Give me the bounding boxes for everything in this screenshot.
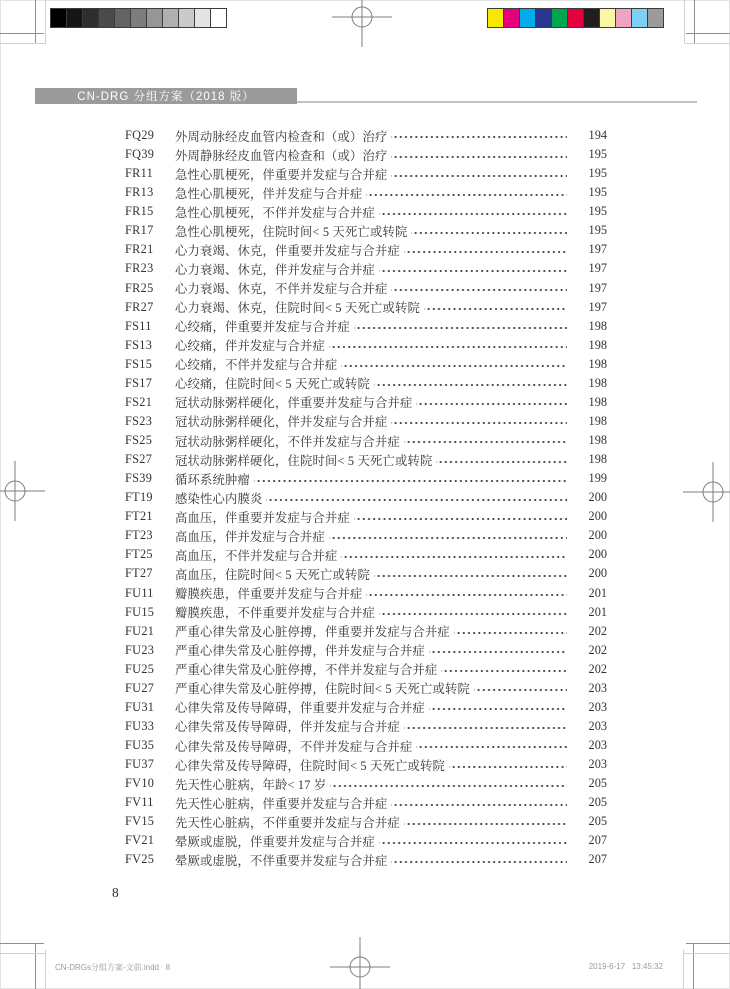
toc-entry [125, 298, 607, 317]
toc-entry-code: FT19 [125, 490, 153, 505]
grayscale-swatch [114, 8, 131, 28]
toc-entry-code: FU33 [125, 718, 155, 733]
toc-entry-title: 心力衰竭、休克，住院时间< 5 天死亡或转院 [175, 301, 420, 316]
toc-entry-code: FT23 [125, 528, 153, 543]
toc-entry-title: 心绞痛，伴重要并发症与合并症 [175, 320, 350, 335]
toc-entry-title: 心绞痛，伴并发症与合并症 [175, 339, 325, 354]
toc-entry-code: FT21 [125, 509, 153, 524]
toc-entry-code: FV21 [125, 833, 155, 848]
toc-entry-page: 202 [588, 661, 607, 676]
toc-entry-page: 203 [588, 738, 607, 753]
toc-entry-code: FS15 [125, 356, 153, 371]
toc-entry-page: 198 [588, 452, 607, 467]
toc-entry-page: 207 [588, 833, 607, 848]
dot-leader [391, 164, 567, 183]
toc-entry-page: 201 [588, 604, 607, 619]
toc-entry-title: 高血压，住院时间< 5 天死亡或转院 [175, 567, 370, 582]
slug-filename: CN-DRGs分组方案-文前.indd 8 [55, 963, 171, 972]
dot-leader [424, 298, 567, 317]
toc-entry [125, 698, 607, 717]
crop-mark [683, 950, 684, 989]
color-swatch [503, 8, 520, 28]
dot-leader [354, 317, 567, 336]
toc-entry-title: 心力衰竭、休克，不伴并发症与合并症 [175, 282, 388, 297]
toc-entry-code: FS21 [125, 394, 153, 409]
toc-entry-title: 严重心律失常及心脏停搏，不伴并发症与合并症 [175, 663, 438, 678]
dot-leader [404, 240, 567, 259]
toc-entry [125, 488, 607, 507]
toc-entry-page: 197 [588, 299, 607, 314]
crop-mark [683, 953, 730, 954]
grayscale-swatch [194, 8, 211, 28]
toc-entry [125, 240, 607, 259]
toc-entry-code: FU35 [125, 738, 155, 753]
color-swatch [583, 8, 600, 28]
dot-leader [391, 850, 567, 869]
grayscale-swatch [98, 8, 115, 28]
dot-leader [329, 336, 567, 355]
registration-mark-icon [332, 0, 392, 47]
crop-mark [45, 0, 46, 43]
toc-entry-title: 瓣膜疾患，伴重要并发症与合并症 [175, 587, 363, 602]
toc-entry-page: 198 [588, 394, 607, 409]
crop-mark [686, 943, 730, 944]
toc-entry [125, 717, 607, 736]
grayscale-swatch [130, 8, 147, 28]
toc-entry-code: FS39 [125, 471, 153, 486]
toc-entry-title: 急性心肌梗死，不伴并发症与合并症 [175, 205, 375, 220]
toc-entry-code: FU31 [125, 699, 155, 714]
toc-entry-code: FS13 [125, 337, 153, 352]
toc-entry-title: 心绞痛，不伴并发症与合并症 [175, 358, 338, 373]
dot-leader [379, 603, 567, 622]
toc-entry [125, 526, 607, 545]
dot-leader [404, 717, 567, 736]
toc-entry-title: 晕厥或虚脱，伴重要并发症与合并症 [175, 834, 375, 849]
toc-entry-page: 195 [588, 166, 607, 181]
dot-leader [330, 774, 567, 793]
toc-entry [125, 126, 607, 145]
toc-entry-page: 203 [588, 757, 607, 772]
dot-leader [366, 584, 567, 603]
toc-entry-code: FU27 [125, 680, 155, 695]
registration-mark-icon [683, 462, 730, 522]
toc-entry-title: 先天性心脏病，伴重要并发症与合并症 [175, 796, 388, 811]
toc-entry-title: 感染性心内膜炎 [175, 491, 263, 506]
toc-entry-title: 循环系统肿瘤 [175, 472, 250, 487]
toc-entry-title: 急性心肌梗死，伴重要并发症与合并症 [175, 167, 388, 182]
dot-leader [391, 126, 567, 145]
toc-entry-title: 晕厥或虚脱，不伴重要并发症与合并症 [175, 853, 388, 868]
toc-entry-title: 心律失常及传导障碍，住院时间< 5 天死亡或转院 [175, 758, 445, 773]
crop-mark [35, 0, 36, 44]
toc-entry [125, 507, 607, 526]
toc-entry-title: 心律失常及传导障碍，伴重要并发症与合并症 [175, 701, 425, 716]
toc-entry-code: FR21 [125, 242, 154, 257]
toc-entry [125, 393, 607, 412]
toc-entry-title: 冠状动脉粥样硬化，伴重要并发症与合并症 [175, 396, 413, 411]
dot-leader [441, 660, 567, 679]
toc-entry [125, 145, 607, 164]
dot-leader [429, 698, 567, 717]
toc-entry-code: FR23 [125, 261, 154, 276]
toc-entry-title: 外周静脉经皮血管内检查和（或）治疗 [175, 148, 388, 163]
toc-entry-title: 心律失常及传导障碍，不伴并发症与合并症 [175, 739, 413, 754]
dot-leader [449, 755, 567, 774]
toc-entry-code: FU37 [125, 757, 155, 772]
dot-leader [411, 221, 567, 240]
crop-mark [35, 943, 36, 989]
slug-timestamp: 2019-6-17 13:45:32 [588, 962, 663, 971]
crop-mark [693, 943, 694, 989]
toc-entry [125, 469, 607, 488]
toc-entry-page: 202 [588, 623, 607, 638]
toc-entry-title: 心力衰竭、休克，伴重要并发症与合并症 [175, 243, 400, 258]
dot-leader [416, 393, 567, 412]
toc-entry [125, 259, 607, 278]
toc-entry-page: 198 [588, 356, 607, 371]
toc-entry [125, 164, 607, 183]
grayscale-swatch [82, 8, 99, 28]
dot-leader [474, 679, 567, 698]
toc-entry-page: 195 [588, 185, 607, 200]
page-number: 8 [112, 885, 119, 900]
toc-entry [125, 679, 607, 698]
toc-entry-code: FR17 [125, 223, 154, 238]
dot-leader [341, 545, 567, 564]
dot-leader [391, 279, 567, 298]
toc-entry-code: FU23 [125, 642, 155, 657]
toc-entry [125, 183, 607, 202]
dot-leader [374, 374, 567, 393]
toc-entry-title: 高血压，不伴并发症与合并症 [175, 548, 338, 563]
toc-entry-page: 203 [588, 680, 607, 695]
crop-mark [0, 943, 44, 944]
toc-entry [125, 545, 607, 564]
toc-entry [125, 221, 607, 240]
toc-entry-title: 冠状动脉粥样硬化，住院时间< 5 天死亡或转院 [175, 453, 433, 468]
toc-entry-page: 205 [588, 814, 607, 829]
crop-mark [0, 43, 46, 44]
toc-entry-title: 先天性心脏病，不伴重要并发症与合并症 [175, 815, 400, 830]
toc-entry-page: 198 [588, 413, 607, 428]
toc-entry-page: 205 [588, 795, 607, 810]
toc-entry-page: 197 [588, 280, 607, 295]
color-swatch [615, 8, 632, 28]
grayscale-swatch [50, 8, 67, 28]
toc-entry-page: 198 [588, 318, 607, 333]
toc-entry-title: 瓣膜疾患，不伴重要并发症与合并症 [175, 606, 375, 621]
toc-entry-code: FQ29 [125, 128, 155, 143]
toc-entry-page: 203 [588, 699, 607, 714]
toc-entry-page: 200 [588, 547, 607, 562]
dot-leader [379, 202, 567, 221]
crop-mark [686, 33, 730, 34]
toc-entry [125, 202, 607, 221]
toc-entry [125, 831, 607, 850]
toc-entry-page: 200 [588, 509, 607, 524]
toc-entry-code: FT25 [125, 547, 153, 562]
grayscale-swatch [210, 8, 227, 28]
toc-entry-code: FS23 [125, 413, 153, 428]
toc-entry-page: 202 [588, 642, 607, 657]
toc-entry [125, 450, 607, 469]
toc-entry [125, 603, 607, 622]
toc-entry-page: 199 [588, 471, 607, 486]
toc-entry [125, 755, 607, 774]
dot-leader [429, 641, 567, 660]
toc-entry-code: FU11 [125, 585, 154, 600]
toc-entry-title: 高血压，伴重要并发症与合并症 [175, 510, 350, 525]
registration-mark-icon [0, 461, 45, 521]
toc-entry [125, 317, 607, 336]
toc-entry-title: 高血压，伴并发症与合并症 [175, 529, 325, 544]
toc-entry-page: 197 [588, 242, 607, 257]
toc-entry-code: FV25 [125, 852, 155, 867]
color-swatch [551, 8, 568, 28]
toc-entry [125, 279, 607, 298]
dot-leader [374, 564, 567, 583]
toc-entry-title: 冠状动脉粥样硬化，伴并发症与合并症 [175, 415, 388, 430]
crop-mark [694, 0, 695, 44]
toc-entry [125, 793, 607, 812]
color-swatch [487, 8, 504, 28]
crop-mark [685, 43, 730, 44]
toc-entry [125, 355, 607, 374]
toc-entry [125, 412, 607, 431]
toc-entry-title: 心律失常及传导障碍，伴并发症与合并症 [175, 720, 400, 735]
toc-entry-page: 205 [588, 776, 607, 791]
dot-leader [436, 450, 567, 469]
toc-entry-page: 207 [588, 852, 607, 867]
color-calibration-bar [487, 8, 663, 28]
color-swatch [631, 8, 648, 28]
toc-entry-title: 严重心律失常及心脏停搏，住院时间< 5 天死亡或转院 [175, 682, 470, 697]
toc-entry [125, 336, 607, 355]
toc-entry-page: 198 [588, 375, 607, 390]
grayscale-swatch [146, 8, 163, 28]
toc-entry-code: FR27 [125, 299, 154, 314]
registration-mark-icon [330, 937, 390, 989]
dot-leader [379, 259, 567, 278]
crop-mark [0, 953, 46, 954]
toc-entry-code: FQ39 [125, 147, 155, 162]
color-swatch [599, 8, 616, 28]
toc-entry [125, 736, 607, 755]
dot-leader [416, 736, 567, 755]
dot-leader [391, 145, 567, 164]
dot-leader [404, 431, 567, 450]
grayscale-swatch [178, 8, 195, 28]
crop-mark [45, 950, 46, 989]
toc-entry [125, 660, 607, 679]
grayscale-swatch [162, 8, 179, 28]
toc-entry [125, 622, 607, 641]
toc-entry-code: FS27 [125, 452, 153, 467]
toc-entry [125, 564, 607, 583]
toc-entry-title: 严重心律失常及心脏停搏，伴重要并发症与合并症 [175, 625, 450, 640]
crop-mark [684, 0, 685, 43]
dot-leader [354, 507, 567, 526]
toc-entry-page: 195 [588, 204, 607, 219]
dot-leader [391, 793, 567, 812]
toc-entry-title: 严重心律失常及心脏停搏，伴并发症与合并症 [175, 644, 425, 659]
toc-entry-code: FU25 [125, 661, 155, 676]
running-head-title: CN-DRG 分组方案（2018 版） [77, 91, 255, 103]
toc-entry-code: FS25 [125, 433, 153, 448]
toc-entry-code: FV11 [125, 795, 154, 810]
toc-entry-code: FS11 [125, 318, 152, 333]
dot-leader [254, 469, 567, 488]
toc-entry [125, 641, 607, 660]
toc-entry [125, 431, 607, 450]
toc-entry-title: 心绞痛，住院时间< 5 天死亡或转院 [175, 377, 370, 392]
toc-entry-page: 194 [588, 128, 607, 143]
toc-entry-code: FV15 [125, 814, 155, 829]
toc-entry-code: FU15 [125, 604, 155, 619]
dot-leader [391, 412, 567, 431]
toc-entry-title: 心力衰竭、休克，伴并发症与合并症 [175, 262, 375, 277]
toc-entry-page: 198 [588, 337, 607, 352]
toc-entry [125, 774, 607, 793]
dot-leader [329, 526, 567, 545]
toc-entry [125, 812, 607, 831]
toc-entry-page: 200 [588, 528, 607, 543]
toc-entry-code: FV10 [125, 776, 155, 791]
toc-entry-code: FT27 [125, 566, 153, 581]
toc-entry-code: FR15 [125, 204, 154, 219]
toc-entry-code: FR11 [125, 166, 154, 181]
toc-entry-title: 急性心肌梗死，住院时间< 5 天死亡或转院 [175, 224, 408, 239]
toc-entry-page: 195 [588, 147, 607, 162]
toc-entry-code: FR25 [125, 280, 154, 295]
toc-entry-title: 先天性心脏病，年龄< 17 岁 [175, 777, 327, 792]
color-swatch [535, 8, 552, 28]
dot-leader [266, 488, 567, 507]
toc-entry-code: FS17 [125, 375, 153, 390]
toc-entry [125, 584, 607, 603]
toc-entry-page: 200 [588, 566, 607, 581]
running-head [35, 88, 297, 104]
toc-entry-title: 外周动脉经皮血管内检查和（或）治疗 [175, 129, 388, 144]
toc-entry-page: 198 [588, 433, 607, 448]
toc-entry-code: FR13 [125, 185, 154, 200]
toc-entry-page: 200 [588, 490, 607, 505]
toc-list [125, 126, 607, 869]
grayscale-calibration-bar [50, 8, 226, 28]
color-swatch [567, 8, 584, 28]
toc-entry-page: 195 [588, 223, 607, 238]
toc-entry [125, 850, 607, 869]
toc-entry-title: 冠状动脉粥样硬化，不伴并发症与合并症 [175, 434, 400, 449]
color-swatch [647, 8, 664, 28]
toc-entry-page: 201 [588, 585, 607, 600]
color-swatch [519, 8, 536, 28]
dot-leader [379, 831, 567, 850]
toc-entry-title: 急性心肌梗死，伴并发症与合并症 [175, 186, 363, 201]
crop-mark [0, 33, 44, 34]
toc-entry-code: FU21 [125, 623, 155, 638]
dot-leader [404, 812, 567, 831]
dot-leader [454, 622, 567, 641]
toc-entry-page: 203 [588, 718, 607, 733]
dot-leader [341, 355, 567, 374]
toc-entry [125, 374, 607, 393]
toc-entry-page: 197 [588, 261, 607, 276]
dot-leader [366, 183, 567, 202]
grayscale-swatch [66, 8, 83, 28]
